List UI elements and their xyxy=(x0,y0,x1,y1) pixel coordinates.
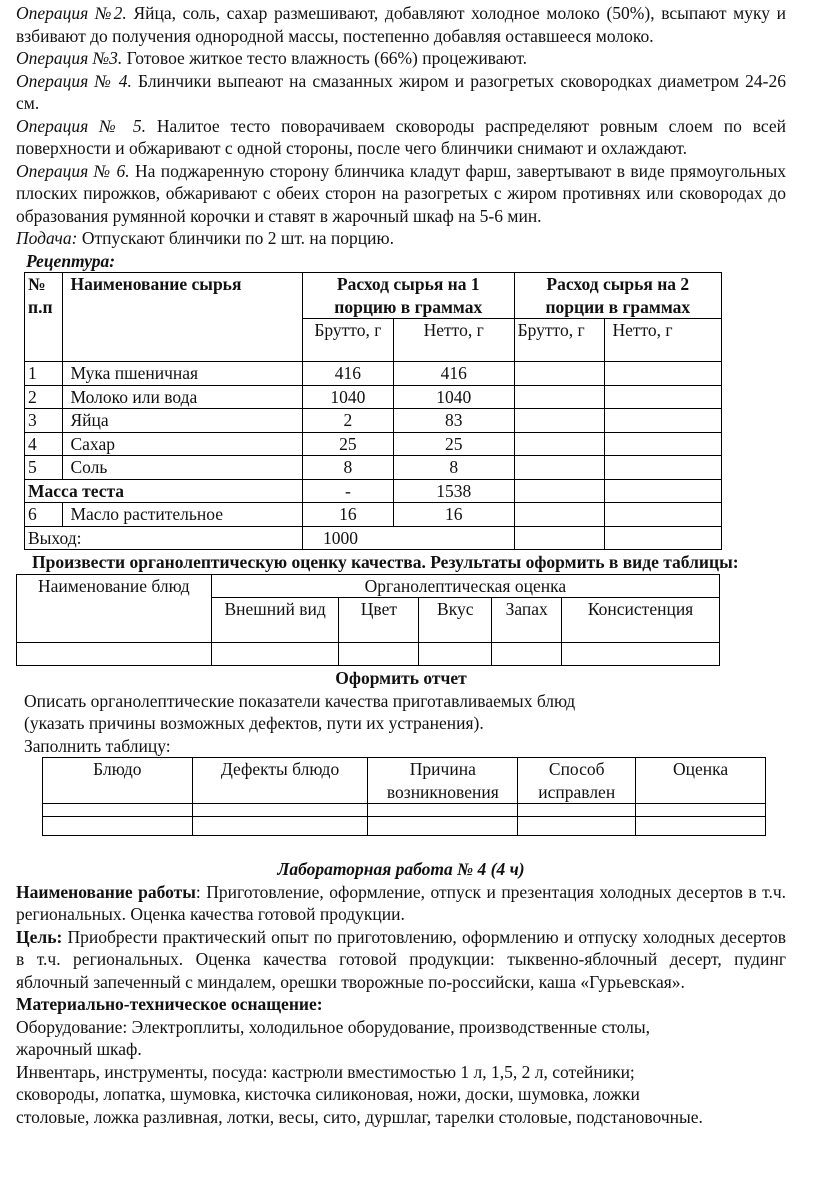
operation-3: Операция №3. Готовое житкое тесто влажность (66%) процеживают. xyxy=(16,48,528,68)
table-row: 5 Соль 8 8 xyxy=(25,456,722,480)
recipe-heading: Рецептура: xyxy=(26,250,116,271)
col-dish: Блюдо xyxy=(43,758,193,804)
table-row xyxy=(17,643,720,666)
document-page xyxy=(16,2,786,1128)
recipe-table xyxy=(24,272,722,550)
organoleptic-table xyxy=(16,574,720,667)
col-consistency: Консистенция xyxy=(562,598,720,643)
col-taste: Вкус xyxy=(419,598,492,643)
report-line-2: (указать причины возможных дефектов, пути их устранения). xyxy=(24,713,484,733)
header-one-portion: Расход сырья на 1 порцию в граммах xyxy=(302,273,514,319)
equipment-line-1: Оборудование: Электроплиты, холодильное оборудование, производственные столы, xyxy=(16,1016,651,1037)
header-brutto-2: Брутто, г xyxy=(514,319,605,362)
header-netto-2: Нетто, г xyxy=(605,319,722,362)
mass-row: Масса теста - 1538 xyxy=(25,479,722,503)
inventory-line-2: сковороды, лопатка, шумовка, кисточка силиконовая, ножи, доски, шумовка, ложки xyxy=(16,1084,640,1104)
table-row: 1 Мука пшеничная 416 416 xyxy=(25,362,722,386)
col-cause: Причина возникновения xyxy=(368,758,518,804)
col-appearance: Внешний вид xyxy=(211,598,339,643)
table-row xyxy=(43,817,766,836)
header-brutto-1: Брутто, г xyxy=(302,319,393,362)
report-heading: Оформить отчет xyxy=(335,668,467,688)
operation-5: Операция № 5. Налитое тесто поворачиваем сковороды распределяют ровным слоем по всей поверхности и обжаривают с одной стороны, после чего блинчики снимают и охлаждают. xyxy=(16,115,786,158)
inventory-line-1: Инвентарь, инструменты, посуда: кастрюли вместимостью 1 л, 1,5, 2 л, сотейники; xyxy=(16,1061,635,1082)
col-score: Оценка xyxy=(636,758,766,804)
col-defects: Дефекты блюдо xyxy=(192,758,368,804)
report-line-1: Описать органолептические показатели качества приготавливаемых блюд xyxy=(24,690,576,711)
header-netto-1: Нетто, г xyxy=(393,319,514,362)
recipe-header-row xyxy=(25,273,722,319)
equipment-line-2: жарочный шкаф. xyxy=(16,1039,142,1059)
table-row: 3 Яйца 2 83 xyxy=(25,409,722,433)
header-name: Наименование сырья xyxy=(63,273,302,362)
header-dish: Наименование блюд xyxy=(17,574,212,643)
col-color: Цвет xyxy=(339,598,419,643)
table-row: 6 Масло растительное 16 16 xyxy=(25,503,722,527)
organo-header-row xyxy=(17,574,720,598)
equipment-heading: Материально-техническое оснащение: xyxy=(16,994,323,1014)
lab-title: Лабораторная работа № 4 (4 ч) xyxy=(277,859,525,879)
header-two-portions: Расход сырья на 2 порции в граммах xyxy=(514,273,721,319)
serving-note: Подача: Отпускают блинчики по 2 шт. на порцию. xyxy=(16,228,394,248)
operation-6: Операция № 6. На поджаренную сторону блинчика кладут фарш, завертывают в виде прямоугольных плоских пирожков, обжаривают с обеих сторон на разогретых с жиром противнях или сковородах до образования румянной корочки и ставят в жарочный шкаф на 5-6 мин. xyxy=(16,160,786,226)
lab-goal: Цель: Приобрести практический опыт по приготовлению, оформлению и отпуску холодных десертов в т.ч. региональных. Оценка качества готовой продукции: тыквенно-яблочный десерт, пудинг яблочный запеченный с миндалем, орешки творожные по-российски, каша «Гурьевская». xyxy=(16,926,786,992)
operation-2: Операция №2. Яйца, соль, сахар размешивают, добавляют холодное молоко (50%), всыпают муку и взбивают до получения однородной массы, постепенно добавляя оставшееся молоко. xyxy=(16,3,786,46)
header-evaluation: Органолептическая оценка xyxy=(211,574,719,598)
operation-4: Операция № 4. Блинчики выпеают на смазанных жиром и разогретых сковородках диаметром 24-26 см. xyxy=(16,70,786,113)
table-row: 2 Молоко или вода 1040 1040 xyxy=(25,385,722,409)
yield-row: Выход: 1000 xyxy=(25,526,722,550)
report-table xyxy=(42,757,766,836)
report-header-row xyxy=(43,758,766,804)
header-number: № п.п xyxy=(25,273,63,362)
report-line-3: Заполнить таблицу: xyxy=(24,735,171,756)
organoleptic-heading: Произвести органолептическую оценку качества. Результаты оформить в виде таблицы: xyxy=(32,552,739,572)
table-row: 4 Сахар 25 25 xyxy=(25,432,722,456)
inventory-line-3: столовые, ложка разливная, лотки, весы, сито, дуршлаг, тарелки столовые, подстановочные. xyxy=(16,1106,703,1127)
col-smell: Запах xyxy=(492,598,562,643)
table-row xyxy=(43,804,766,817)
lab-name: Наименование работы: Приготовление, оформление, отпуск и презентация холодных десертов в т.ч. региональных. Оценка качества готовой продукции. xyxy=(16,881,786,924)
col-fix: Способ исправлен xyxy=(518,758,636,804)
